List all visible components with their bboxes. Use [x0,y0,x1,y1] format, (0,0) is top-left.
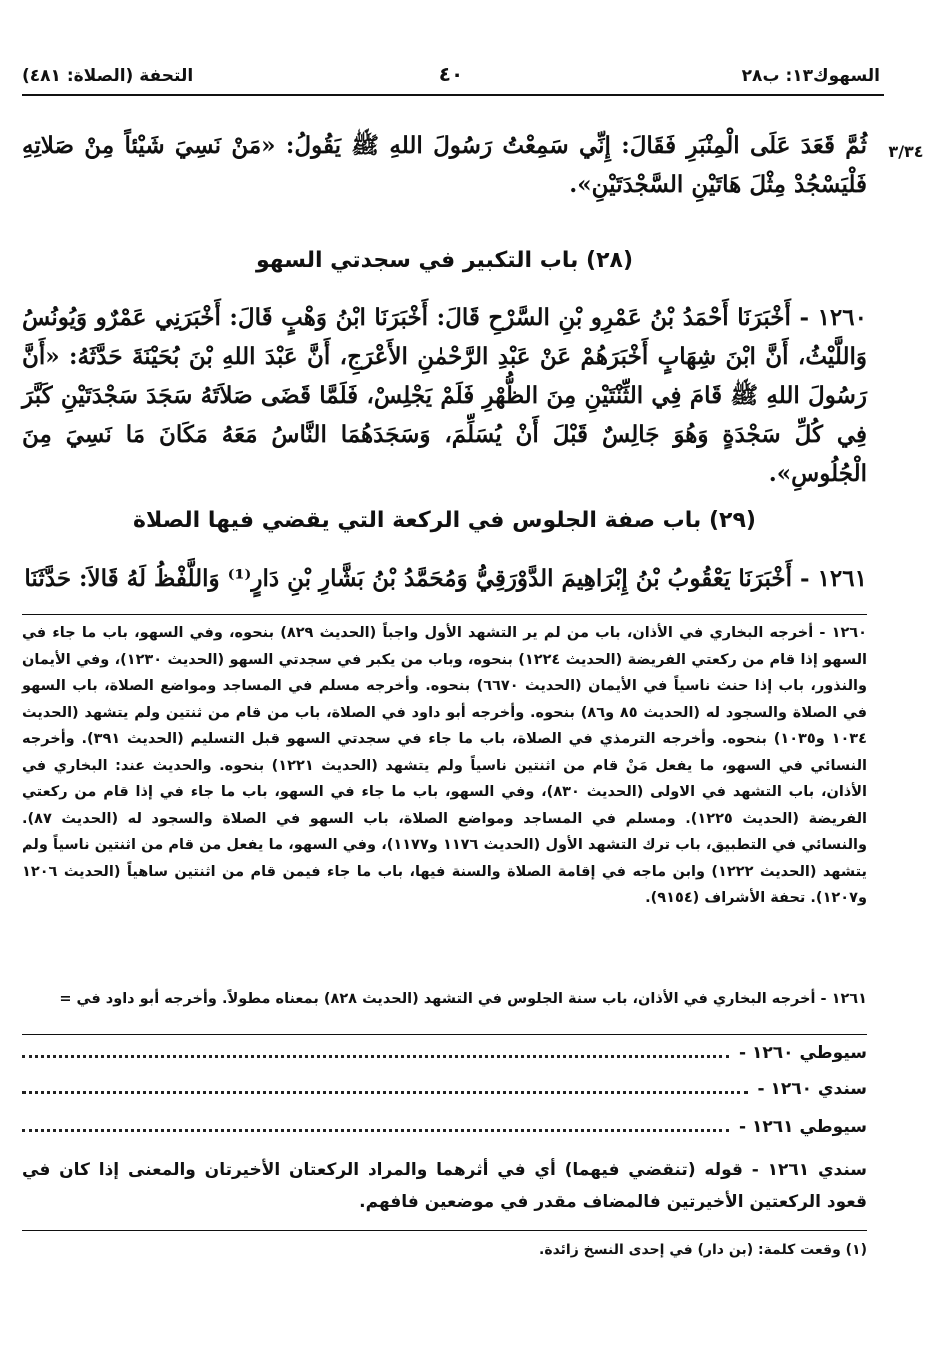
chapter-heading-28: (٢٨) باب التكبير في سجدتي السهو [255,248,633,273]
intro-paragraph: ثُمَّ قَعَدَ عَلَى الْمِنْبَرِ فَقَالَ: إِنِّي سَمِعْتُ رَسُولَ اللهِ ﷺ يَقُولُ: «مَنْ نَسِيَ شَيْئاً مِنْ صَلاتِهِ فَلْيَسْجُدْ مِثْلَ هَاتَيْنِ السَّجْدَتَيْنِ». [22,132,867,198]
commentary-row-suyuti-1261 [22,1112,867,1142]
commentary-label: سيوطي ١٢٦١ - [739,1117,867,1137]
hadith-1260: ١٢٦٠ - أَخْبَرَنَا أَحْمَدُ بْنُ عَمْرِو بْنِ السَّرْحِ قَالَ: أَخْبَرَنَا ابْنُ وَهْبٍ قَالَ: أَخْبَرَنِي عَمْرٌو وَيُونُسُ وَاللَّيْثُ، أَنَّ ابْنَ شِهَابٍ أَخْبَرَهُمْ عَنْ عَبْدِ الرَّحْمٰنِ الأَعْرَجِ، أَنَّ عَبْدَ اللهِ بْنَ بُحَيْنَةَ حَدَّثَهُ: «أَنَّ رَسُولَ اللهِ ﷺ قَامَ فِي الثِّنْتَيْنِ مِنَ الظُّهْرِ فَلَمْ يَجْلِسْ، فَلَمَّا قَضَى صَلاَتَهُ سَجَدَ سَجْدَتَيْنِ كَبَّرَ فِي كُلِّ سَجْدَةٍ وَهُوَ جَالِسٌ قَبْلَ أَنْ يُسَلِّمَ، وَسَجَدَهُمَا النَّاسُ مَعَهُ مَكَانَ مَا نَسِيَ مِنَ الْجُلُوسِ». [22,304,867,487]
commentary-label: سندي ١٢٦٠ - [757,1079,867,1099]
footnote-divider [22,1230,867,1231]
margin-reference: ٣/٣٤ [888,142,924,161]
header-tuhfa-ref: التحفة (الصلاة: ٤٨١) [22,66,194,86]
notes-divider [22,614,867,615]
hadith-1261: ١٢٦١ - أَخْبَرَنَا يَعْقُوبُ بْنُ إِبْرَاهِيمَ الدَّوْرَقِيُّ وَمُحَمَّدُ بْنُ بَشَّارِ بْنِ دَارٍ⁽¹⁾ وَاللَّفْظُ لَهُ قَالاَ: حَدَّثَنَا [24,565,867,592]
running-header [22,62,880,92]
chapter-heading-29: (٢٩) باب صفة الجلوس في الركعة التي يقضي فيها الصلاة [133,508,756,533]
dotted-leader [22,1055,729,1058]
header-chapter-ref: السهوك١٣: ب٢٨ [741,66,880,86]
dotted-leader [22,1091,748,1094]
page-number: ٤٠ [438,62,464,86]
commentary-row-suyuti-1260 [22,1038,867,1068]
commentary-label: سيوطي ١٢٦٠ - [739,1043,867,1063]
footnote: (١) وقعت كلمة: (بن دار) في إحدى النسخ زائدة. [539,1242,867,1258]
takhrij-note-1260: ١٢٦٠ - أخرجه البخاري في الأذان، باب من لم ير التشهد الأول واجباً (الحديث ٨٢٩) بنحوه، وفي السهو، باب ما جاء في السهو إذا قام من ركعتي الفريضة (الحديث ١٢٢٤) بنحوه، وباب من يكبر في سجدتي السهو (الحديث ١٢٣٠)، وفي الأيمان والنذور، باب إذا حنث ناسياً في الأيمان (الحديث ٦٦٧٠) بنحوه. وأخرجه مسلم في المساجد ومواضع الصلاة، باب السهو في الصلاة والسجود له (الحديث ٨٥ و٨٦) بنحوه. وأخرجه أبو داود في الصلاة، باب من قام من ثنتين ولم يتشهد (الحديث ١٠٣٤ و١٠٣٥) بنحوه. وأخرجه الترمذي في الصلاة، باب ما جاء في سجدتي السهو قبل التسليم (الحديث ٣٩١). وأخرجه النسائي في السهو، ما يفعل مَنْ قام من اثنتين ناسياً ولم يتشهد (الحديث ١٢٢١) بنحوه. والحديث عند: البخاري في الأذان، باب التشهد في الاولى (الحديث ٨٣٠)، وفي السهو، باب ما جاء في السهو، باب ما جاء في إذا قام من ركعتي الفريضة (الحديث ١٢٢٥). ومسلم في المساجد ومواضع الصلاة، باب السهو في الصلاة والسجود له (الحديث ٨٧). والنسائي في التطبيق، باب ترك التشهد الأول (الحديث ١١٧٦ و١١٧٧)، وفي السهو، ما يفعل من قام من اثنتين ناسياً ولم يتشهد (الحديث ١٢٢٢) وابن ماجه في إقامة الصلاة والسنة فيها، باب ما جاء فيمن قام من اثنتين ساهياً (الحديث ١٢٠٦ و١٢٠٧). تحفة الأشراف (٩١٥٤). [22,625,868,906]
commentary-divider [22,1034,867,1035]
header-rule [22,94,884,96]
commentary-row-sindi-1260 [22,1074,867,1104]
takhrij-note-1261: ١٢٦١ - أخرجه البخاري في الأذان، باب سنة الجلوس في التشهد (الحديث ٨٢٨) بمعناه مطولاً. وأخرجه أبو داود في = [59,991,867,1007]
dotted-leader [22,1129,729,1132]
commentary-sindi-1261: سندي ١٢٦١ - قوله (تنقضي فيهما) أي في أثرهما والمراد الركعتان الأخيرتان والمعنى إذا كان في قعود الركعتين الأخيرتين فالمضاف مقدر في موضعين فافهم. [22,1160,868,1212]
